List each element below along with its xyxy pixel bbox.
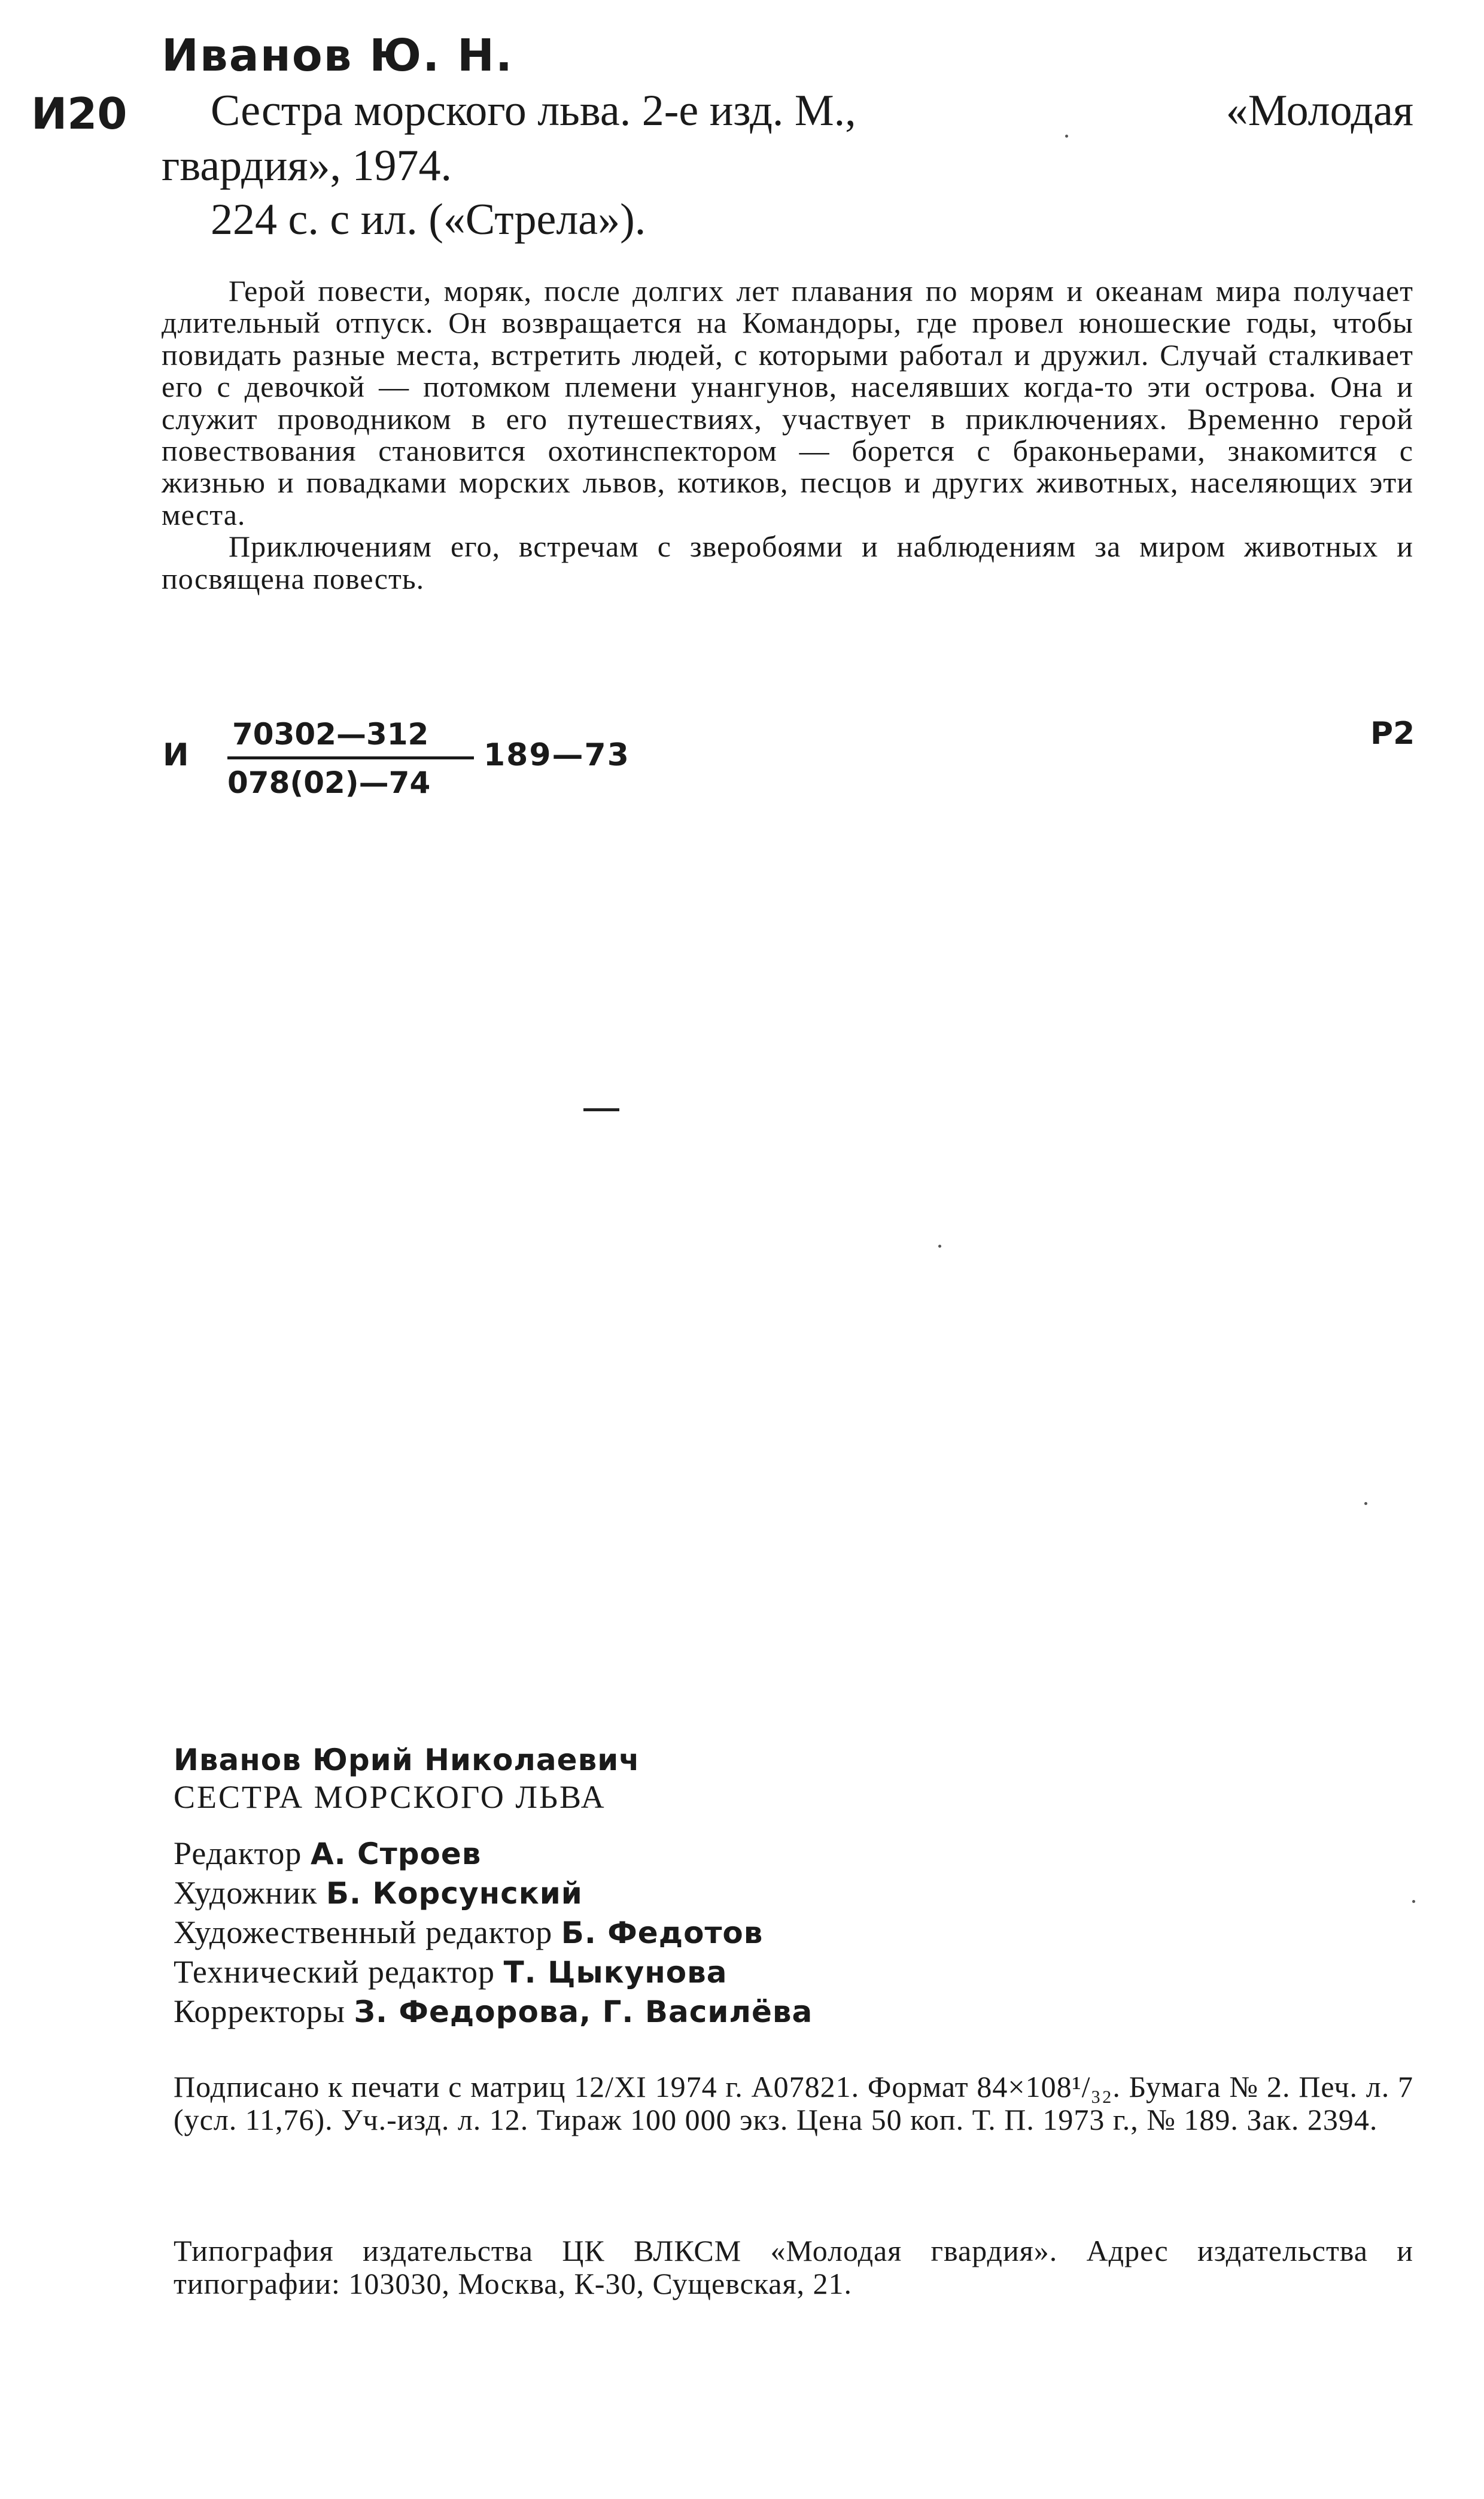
credit-art-editor [174,1913,813,1952]
bibliographic-title-part: Сестра морского льва. 2-е изд. М., [211,86,856,135]
bibliographic-line-1 [211,86,1413,135]
classification-fraction [227,717,474,800]
credits-list [174,1834,813,2031]
credit-role: Редактор [174,1835,302,1871]
print-details-text: Подписано к печати с матриц 12/XI 1974 г. А07821. Формат 84×108¹/₃₂. Бумага № 2. Печ. л. 7 (усл. 11,76). Уч.-изд. л. 12. Тираж 100 000 экз. Цена 50 коп. Т. П. 1973 г., № 189. Зак. 2394. [174,2070,1413,2136]
bibliographic-publisher-part: «Молодая [1225,86,1413,135]
classification-letter: И [163,737,189,773]
credit-name: Т. Цыкунова [503,1955,728,1990]
book-annotation [162,275,1413,595]
credit-role: Художник [174,1875,318,1911]
scan-speck [1065,135,1068,138]
credit-proofreaders [174,1992,813,2031]
catalog-index-code: И20 [31,89,127,139]
bbk-code: Р2 [1370,716,1415,752]
scan-dash-mark [583,1108,619,1111]
printer-details-text: Типография издательства ЦК ВЛКСМ «Молодая гвардия». Адрес издательства и типографии: 103030, Москва, К-30, Сущевская, 21. [174,2234,1413,2300]
bibliographic-line-2: гвардия», 1974. [162,141,452,190]
scan-speck [938,1245,941,1248]
print-details [174,2071,1413,2136]
credit-role: Технический редактор [174,1954,495,1990]
credit-name: А. Строев [310,1837,482,1871]
colophon-author: Иванов Юрий Николаевич [174,1743,640,1777]
annotation-paragraph-2: Приключениям его, встречам с зверобоями и наблюдениям за миром животных и посвящена повесть. [162,530,1413,595]
printer-details [174,2234,1413,2300]
credit-artist [174,1873,813,1913]
colophon-title: СЕСТРА МОРСКОГО ЛЬВА [174,1779,606,1815]
credit-role: Художественный редактор [174,1914,553,1950]
scan-speck [1412,1900,1415,1903]
credit-name: Б. Федотов [561,1916,764,1950]
credit-role: Корректоры [174,1993,345,2029]
credit-name: З. Федорова, Г. Василёва [354,1995,813,2029]
catalog-author-heading: Иванов Ю. Н. [162,30,514,81]
classification-numerator: 70302—312 [232,717,429,752]
fraction-bar [227,756,474,759]
classification-code: 189—73 [483,737,630,773]
scan-speck [1364,1502,1367,1505]
bibliographic-line-3: 224 с. с ил. («Стрела»). [211,195,646,244]
credit-name: Б. Корсунский [326,1876,583,1911]
credit-tech-editor [174,1952,813,1992]
credit-editor [174,1834,813,1873]
annotation-paragraph-1: Герой повести, моряк, после долгих лет плавания по морям и океанам мира получает длительный отпуск. Он возвращается на Командоры, где провел юношеские годы, чтобы повидать разные места, встретить людей, с которыми работал и дружил. Случай сталкивает его с девочкой — потомком племени унангунов, населявших когда-то эти острова. Она и служит проводником в его путешествиях, участвует в приключениях. Временно герой повествования становится охотинспектором — борется с браконьерами, знакомится с жизнью и повадками морских львов, котиков, песцов и других животных, населяющих эти места. [162,274,1413,531]
classification-denominator: 078(02)—74 [227,765,431,800]
